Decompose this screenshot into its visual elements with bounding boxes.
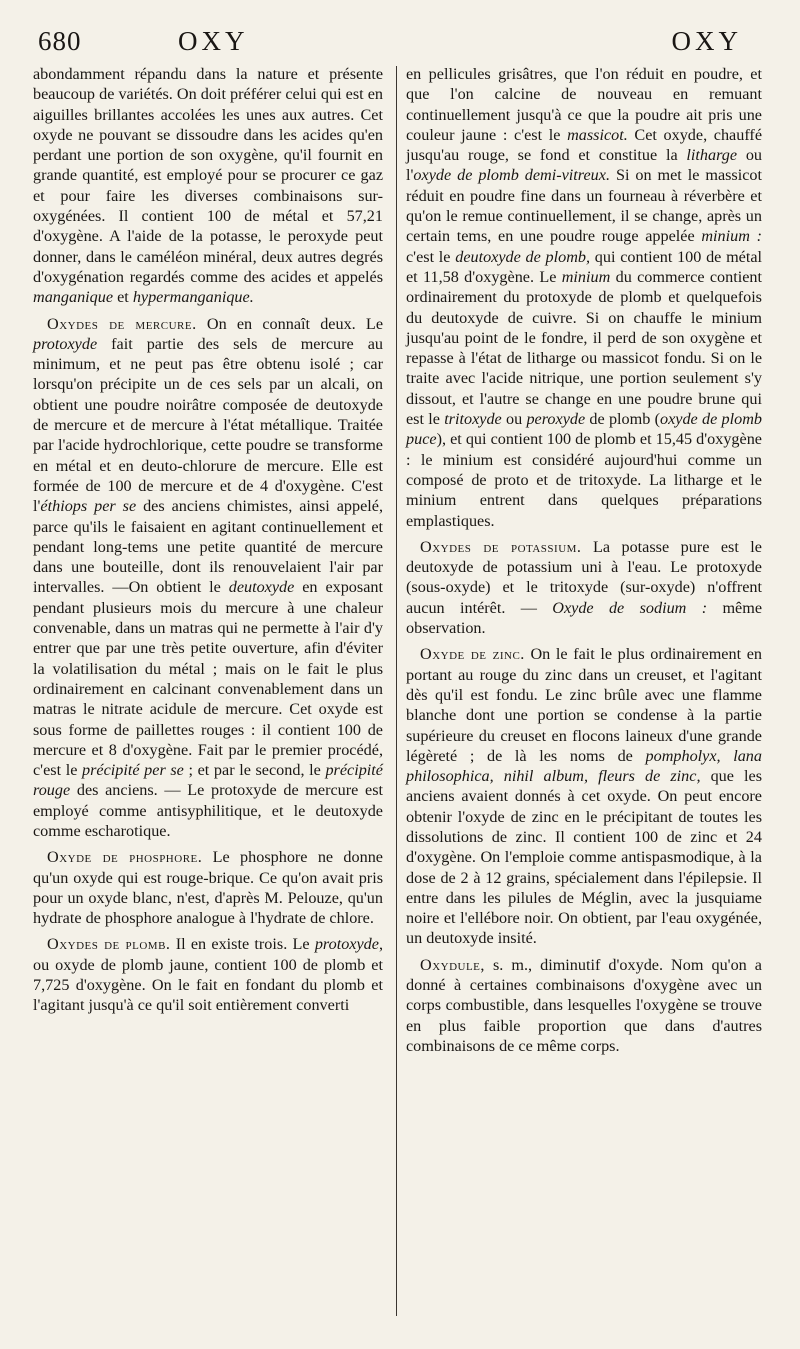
text-run: précipité per se bbox=[82, 761, 184, 780]
text-run: hypermanganique. bbox=[132, 288, 254, 307]
column-divider bbox=[396, 66, 397, 1316]
paragraph-r4 bbox=[406, 955, 762, 1056]
text-run: minium bbox=[561, 267, 611, 286]
text-run: On en connaît deux. Le bbox=[196, 314, 384, 333]
paragraph-l4 bbox=[33, 934, 383, 1015]
text-run: tritoxyde bbox=[444, 410, 502, 429]
text-run: litharge bbox=[686, 146, 738, 165]
text-run: fait partie des sels de mercure au minimum, et ne peut pas être obtenu isolé ; car lorsqu'on précipite un de ces sels par un alcali, on obtient une poudre noirâtre composée de deutoxyde de mercure et de mercure à l'état métallique. Traitée par l'acide hydrochlorique, cette poudre se transforme en métal et en deuto-chlorure de mercure. Elle est formée de 100 de mercure et de 4 d'oxygène. C'est l' bbox=[33, 334, 383, 516]
text-run: c'est le bbox=[406, 247, 456, 266]
entry-heading: Oxyde de phosphore. bbox=[47, 848, 203, 867]
text-run: oxyde de plomb demi-vitreux. bbox=[413, 166, 610, 185]
text-run: Si on met le massicot réduit en poudre fine dans un fourneau à réverbère et qu'on le remue continuellement, il se change, après un certain tems, en une poudre rouge appelée bbox=[406, 166, 763, 246]
text-run: en exposant pendant plusieurs mois du mercure à une chaleur convenable, dans un matras qui ne permette à l'air d'y entrer que par une très petite ouverture, afin d'éviter la volatilisation du métal ; mais on le fait le plus ordinairement en calcinant convenablement dans un matras le nitrate acidule de mercure. Cet oxyde est sous forme de paillettes rouges : il contient 100 de mercure et 8 d'oxygène. Fait par le premier procédé, c'est le bbox=[33, 578, 383, 780]
text-run: protoxyde bbox=[33, 334, 98, 353]
text-run: Il en existe trois. Le bbox=[170, 935, 315, 954]
text-run: deutoxyde de plomb, bbox=[455, 247, 591, 266]
paragraph-r2 bbox=[406, 537, 762, 638]
text-run: massicot. bbox=[567, 125, 628, 144]
left-column bbox=[33, 64, 383, 1022]
text-run: des anciens chimistes, ainsi appelé, parce qu'ils le faisaient en agitant continuellement et pendant long-tems une petite quantité de mercure dans une bouteille, dont ils renouvelaient l'air par intervalles. —On obtient le bbox=[33, 497, 383, 597]
entry-heading: Oxydes de plomb. bbox=[47, 935, 171, 954]
text-run: ou bbox=[501, 410, 527, 429]
text-run: pompholyx, lana philosophica, nihil album, fleurs de zinc, bbox=[406, 746, 762, 786]
right-column bbox=[406, 64, 762, 1062]
paragraph-l3 bbox=[33, 847, 383, 928]
paragraph-r3 bbox=[406, 644, 762, 948]
text-run: protoxyde bbox=[314, 935, 379, 954]
paragraph-r1 bbox=[406, 64, 762, 531]
text-run: même observation. bbox=[406, 598, 763, 638]
text-run: que les anciens avaient donnés à cet oxyde. On peut encore obtenir l'oxyde de zinc en le précipitant de toutes les dissolutions de zinc. Il contient 100 de zinc et 24 d'oxygène. On l'emploie comme antispasmodique, à la dose de 2 à 12 grains, spécialement dans l'épilepsie. Il entre dans les pilules de Méglin, avec la jusquiame noire et l'ellébore noir. On obtient, par l'eau oxygénée, un deutoxyde insité. bbox=[406, 767, 762, 948]
text-run: précipité rouge bbox=[33, 761, 383, 800]
text-run: oxyde de plomb puce bbox=[406, 410, 763, 449]
text-run: Cet oxyde, chauffé jusqu'au rouge, se fond et constitue la bbox=[406, 125, 762, 165]
text-run: manganique bbox=[33, 288, 114, 307]
text-run: Oxyde de sodium : bbox=[552, 598, 708, 617]
page-number: 680 bbox=[38, 26, 82, 56]
text-run: des anciens. — Le protoxyde de mercure est employé comme antisyphilitique, et le deutoxyde comme escharotique. bbox=[33, 781, 383, 840]
text-run: qui contient 100 de métal et 11,58 d'oxygène. Le bbox=[406, 247, 763, 286]
entry-heading: Oxyde de zinc. bbox=[420, 645, 525, 664]
entry-heading: Oxydes de mercure. bbox=[47, 314, 197, 333]
text-run: s. m., diminutif d'oxyde. Nom qu'on a donné à certaines combinaisons d'oxygène avec un corps combustible, dans lesquelles l'oxygène se trouve en plus faible proportion que dans d'autres combinaisons de ce même corps. bbox=[406, 955, 762, 1055]
paragraph-l1 bbox=[33, 64, 383, 308]
text-run: minium : bbox=[701, 227, 762, 246]
text-run: du commerce contient ordinairement du protoxyde de plomb et quelquefois du deutoxyde de cuivre. Si on chauffe le minium jusqu'au point de le fondre, il perd de son oxygène et repasse à l'état de litharge ou massicot fondu. Si on le traite avec l'acide nitrique, une portion seulement s'y dissout, et l'autre se change en une poudre brune qui est le bbox=[406, 267, 762, 429]
entry-heading: Oxydes de potassium. bbox=[420, 537, 582, 556]
text-run: La potasse pure est le deutoxyde de potassium uni à l'eau. Le protoxyde (sous-oxyde) et le tritoxyde (sur-oxyde) n'offrent aucun intérêt. — bbox=[406, 537, 762, 617]
text-run: de plomb ( bbox=[585, 410, 660, 429]
text-run: On le fait le plus ordinairement en portant au rouge du zinc dans un creuset, et l'agitant dès qu'il est fondu. Le zinc brûle avec une flamme blanche dont une portion se condense à la partie supérieure du creuset en flocons laineux d'une grande légèreté ; de là les noms de bbox=[406, 645, 762, 765]
text-run: ), et qui contient 100 de plomb et 15,45 d'oxygène : le minium est considéré aujourd'hui comme un composé de proto et de tritoxyde. La litharge et le minium entrent dans quelques préparations emplastiques. bbox=[406, 430, 762, 530]
running-head-right: OXY bbox=[671, 26, 742, 56]
text-run: peroxyde bbox=[526, 410, 586, 429]
text-run: abondamment répandu dans la nature et présente beaucoup de variétés. On doit préférer celui qui est en aiguilles brillantes accolées les unes aux autres. Cet oxyde ne pouvant se dissoudre dans les acides qu'en perdant une portion de son oxygène, qu'il fournit en grande quantité, est employé pour se procurer ce gaz et pour faire les diverses combinaisons sur-oxygénées. Il contient 100 de métal et 57,21 d'oxygène. A l'aide de la potasse, le peroxyde peut donner, dans le caméléon minéral, deux autres degrés d'oxygénation regardés comme des acides et appelés bbox=[33, 65, 383, 286]
text-run: deutoxyde bbox=[228, 578, 295, 597]
text-run: Le phosphore ne donne qu'un oxyde qui est rouge-brique. Ce qu'on avait pris pour un oxyde blanc, n'est, d'après M. Pelouze, qu'un hydrate de phosphore analogue à l'hydrate de chlore. bbox=[33, 848, 383, 928]
text-run: et bbox=[113, 288, 133, 307]
paragraph-l2 bbox=[33, 314, 383, 842]
text-run: , ou oxyde de plomb jaune, contient 100 de plomb et 7,725 d'oxygène. On le fait en fondant du plomb et l'agitant jusqu'à ce qu'il soit entièrement converti bbox=[33, 935, 384, 1015]
text-run: éthiops per se bbox=[40, 497, 137, 516]
text-run: en pellicules grisâtres, que l'on réduit en poudre, et que l'on calcine de nouveau en remuant continuellement jusqu'à ce que la poudre ait pris une couleur jaune : c'est le bbox=[406, 65, 762, 144]
text-run: ou l' bbox=[406, 146, 762, 185]
entry-heading: Oxydule, bbox=[420, 955, 485, 974]
page-header bbox=[38, 26, 762, 60]
text-run: ; et par le second, le bbox=[183, 761, 326, 780]
running-head-left: OXY bbox=[178, 26, 249, 56]
